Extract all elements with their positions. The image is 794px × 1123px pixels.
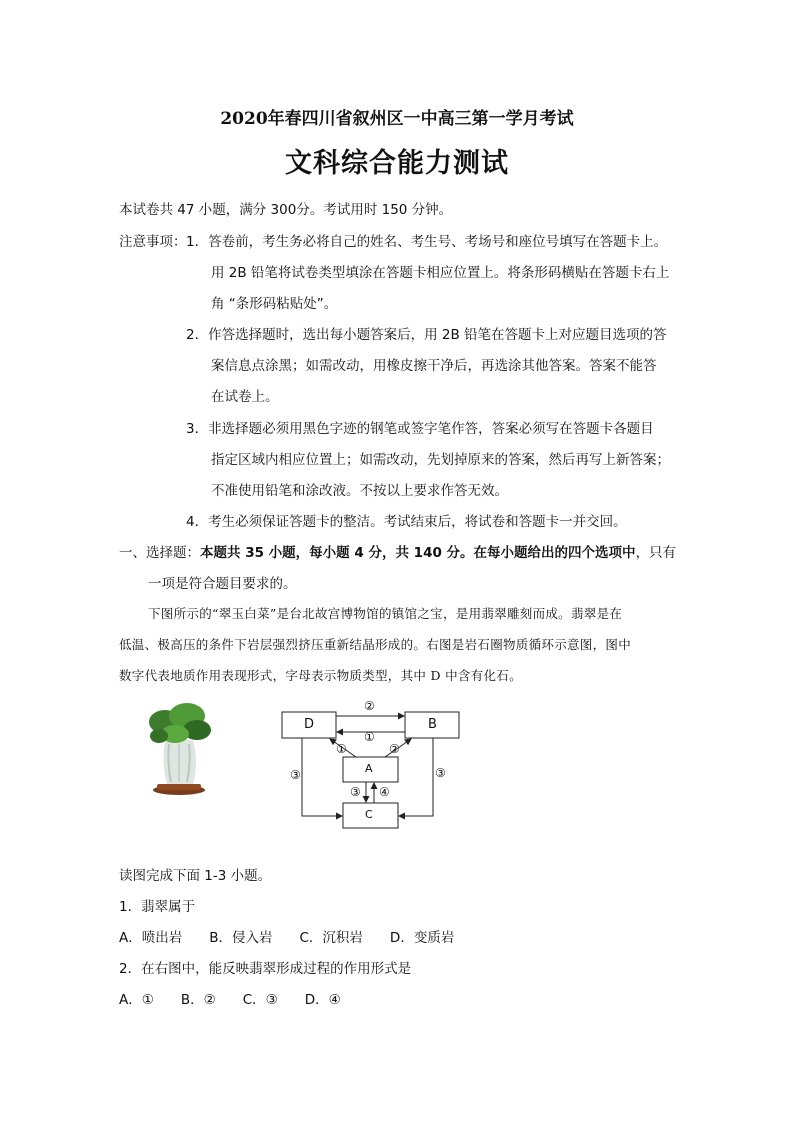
box-d-label: D — [304, 717, 315, 732]
label-right-side: ③ — [435, 766, 446, 780]
section-prefix: 一、选择题： — [119, 545, 200, 561]
exam-title: 2020年春四川省叙州区一中高三第一学月考试 — [220, 109, 574, 129]
label-mid: ① — [364, 730, 375, 744]
notes-label: 注意事项： — [119, 234, 187, 250]
note-line-7: 3．非选择题必须用黑色字迹的钢笔或签字笔作答，答案必须写在答题卡各题目 — [186, 421, 654, 437]
exam-subtitle: 文科综合能力测试 — [285, 148, 509, 179]
arrow-b-to-c — [399, 738, 433, 816]
section-instructions: 本题共 35 小题，每小题 4 分，共 140 分。在每小题给出的四个选项中 — [200, 545, 636, 561]
section-suffix: ，只有 — [635, 545, 677, 561]
section-heading-line2: 一项是符合题目要求的。 — [148, 576, 297, 592]
passage-line-2: 低温、极高压的条件下岩层强烈挤压重新结晶形成的。右图是岩石圈物质循环示意图，图中 — [119, 637, 632, 652]
passage-line-1: 下图所示的“翠玉白菜”是台北故宫博物馆的镇馆之宝，是用翡翠雕刻而成。翡翠是在 — [148, 606, 623, 621]
question-2-stem: 2．在右图中，能反映翡翠形成过程的作用形式是 — [119, 961, 412, 977]
note-line-6: 在试卷上。 — [211, 389, 279, 405]
note-line-4: 2．作答选择题时，选出每小题答案后，用 2B 铅笔在答题卡上对应题目选项的答 — [186, 327, 667, 343]
section-heading — [119, 541, 676, 561]
box-a-label: A — [365, 762, 373, 775]
note-line-3: 角 “条形码粘贴处”。 — [211, 296, 338, 312]
passage-line-3: 数字代表地质作用表现形式，字母表示物质类型，其中 D 中含有化石。 — [119, 668, 522, 683]
note-line-10: 4．考生必须保证答题卡的整洁。考试结束后，将试卷和答题卡一并交回。 — [186, 514, 627, 530]
note-line-2: 用 2B 铅笔将试卷类型填涂在答题卡相应位置上。将条形码横贴在答题卡右上 — [211, 265, 670, 281]
label-a-c-left: ③ — [350, 785, 361, 799]
label-left-diagonal: ① — [336, 742, 347, 756]
read-prompt: 读图完成下面 1-3 小题。 — [119, 868, 272, 884]
note-line-1: 1．答卷前，考生务必将自己的姓名、考生号、考场号和座位号填写在答题卡上。 — [186, 234, 668, 250]
intro-line: 本试卷共 47 小题，满分 300分。考试用时 150 分钟。 — [119, 202, 453, 218]
rock-cycle-diagram — [278, 700, 468, 832]
note-line-8: 指定区域内相应位置上；如需改动，先划掉原来的答案，然后再写上新答案； — [211, 452, 670, 468]
label-top: ② — [364, 699, 375, 713]
label-a-c-right: ④ — [379, 785, 390, 799]
box-c-label: C — [365, 808, 373, 821]
question-1-stem: 1．翡翠属于 — [119, 899, 196, 915]
note-line-5: 案信息点涂黑；如需改动，用橡皮擦干净后，再选涂其他答案。答案不能答 — [211, 358, 657, 374]
box-b-label: B — [428, 717, 437, 732]
label-left-side: ③ — [290, 768, 301, 782]
question-1-options: A．喷出岩 B．侵入岩 C．沉积岩 D．变质岩 — [119, 930, 455, 946]
note-line-9: 不准使用铅笔和涂改液。不按以上要求作答无效。 — [211, 483, 508, 499]
jade-cabbage-image — [143, 700, 215, 796]
label-right-diagonal: ② — [389, 742, 400, 756]
question-2-options: A．① B．② C．③ D．④ — [119, 992, 341, 1008]
